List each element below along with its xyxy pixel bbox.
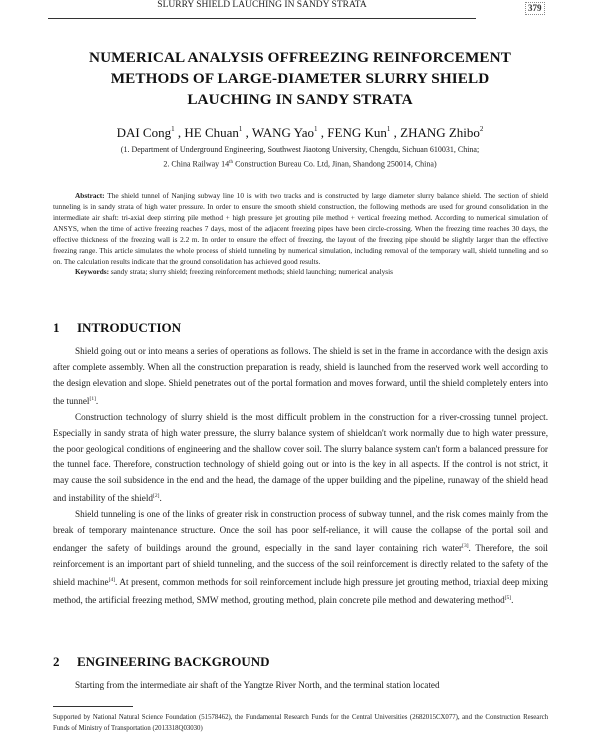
citation: [2]: [153, 493, 160, 500]
ordinal-suffix: th: [229, 160, 234, 165]
section-body-engineering-background: [53, 678, 548, 694]
punct: .: [511, 594, 514, 605]
funding-footnote: Supported by National Natural Science Foundation (51578462), the Fundamental Research Funds for the Central Universities (2682015CX077), and the Construction Research Funds of Ministry of Transportation (2013318Q03030): [53, 714, 548, 732]
author: ZHANG Zhibo: [400, 125, 480, 140]
punct: .: [95, 395, 99, 406]
section-number: 2: [53, 654, 60, 669]
paragraph: [53, 344, 548, 410]
citation: [3]: [462, 543, 469, 549]
affiliation-2-text-end: Construction Bureau Co. Ltd, Jinan, Shandong 250014, China): [233, 159, 437, 169]
paragraph: [53, 507, 548, 609]
citation: [5]: [504, 594, 512, 601]
affiliation-1: (1. Department of Underground Engineering, Southwest Jiaotong University, Chengdu, Sichuan 610031, China;: [120, 145, 480, 154]
title-line-1: NUMERICAL ANALYSIS OFFREEZING REINFORCEMENT: [89, 49, 511, 66]
section-heading-introduction: [53, 320, 181, 336]
abstract-label: Abstract:: [75, 191, 105, 200]
section-number: 1: [53, 320, 60, 335]
author-affil-mark: 1: [171, 125, 175, 133]
author-affil-mark: 1: [238, 125, 243, 133]
paragraph-text: Construction technology of slurry shield is the most difficult problem in the construction for a river-crossing tunnel project. Especially in sandy strata of high water pressure, the slurry balance system of shieldcan't work normally due to high water pressure, the poor geological conditions of engineering and the shallow cover soil. The slurry balance system can't form a balanced pressure for the tunnel face. Therefore, construction technology of shield going out or into is the key in all aspects. If the control is not strict, it may cause the soil subsidence in the end and the head, the damage of the upper building and the pipeline, runaway of the shield head and instability of the shield: [53, 411, 548, 504]
citation: [1]: [89, 395, 96, 402]
section-title: ENGINEERING BACKGROUND: [77, 654, 270, 669]
running-head: [48, 0, 476, 11]
affiliation-2: [40, 156, 560, 171]
title-line-3: LAUCHING IN SANDY STRATA: [187, 91, 413, 108]
affiliations: [40, 143, 560, 171]
author-affil-mark: 1: [386, 125, 391, 133]
affiliation-2-text: 2. China Railway 14: [163, 159, 230, 169]
paragraph-text: Shield going out or into means a series of operations as follows. The shield is set in the frame in accordance with the design axis after complete assembly. When all the construction preparation is ready, shield is launched from the reserved work well according to the design elevation and slope. Shield penetrates out of the portal formation and moves forward, until the shield completely enters into the tunnel: [53, 346, 548, 406]
paragraph: [53, 410, 548, 508]
abstract: [53, 190, 548, 267]
section-body-introduction: [53, 344, 548, 609]
author-list: DAI Cong$^1$ , HE Chuan$^1$ , WANG Yao$^1$ , FENG Kun$^1$ , ZHANG Zhibo$^2$: [116, 125, 484, 140]
author: DAI Cong: [116, 125, 172, 140]
title-line-2: METHODS OF LARGE-DIAMETER SLURRY SHIELD: [110, 70, 490, 87]
keywords-text: sandy strata; slurry shield; freezing reinforcement methods; shield launching; numerical analysis: [109, 267, 393, 276]
author-affil-mark: 1: [314, 125, 318, 133]
abstract-text: The shield tunnel of Nanjing subway line 10 is with two tracks and is constructed by large diameter slurry balance shield. The section of shield tunneling is in sandy strata of high water pressure. In order to ensure the smooth shield construction, the following methods are used for ground consolidation in the intermediate air shaft: tri-axial deep stirring pile method + high pressure jet grouting pile method + vertical freezing method. According to numerical simulation of ANSYS, when the time of active freezing reaches 7 days, most of the adjacent freezing pipes have been circle-crossing. When the freezing time reaches 30 days, the effective thickness of the freezing wall is 2.2 m. In order to ensure the effect of freezing, the layout of the freezing pipe should be slightly larger than the effective freezing range. This article simulates the whole process of shield tunneling by numerical simulation, including removal of the temporary wall, shield tunneling and so on. The calculation results indicate that the ground consolidation has achieved good results.: [53, 191, 548, 266]
punct: .: [159, 493, 162, 504]
page-number: 379: [525, 2, 545, 15]
header-rule: [48, 18, 476, 19]
citation: [4]: [108, 576, 116, 583]
section-title: INTRODUCTION: [77, 320, 182, 335]
paper-title: [40, 47, 560, 110]
paragraph-text: Shield tunneling is one of the links of greater risk in construction process of subway tunnel, and the risk comes mainly from the break of temporary maintenance structure. Once the soil has poor self-reliance, it will cause the collapse of the portal soil and endanger the safety of buildings around the ground, especially in the sand layer containing rich water: [53, 509, 548, 554]
running-head-line2: SLURRY SHIELD LAUCHING IN SANDY STRATA: [157, 0, 367, 10]
author: FENG Kun: [327, 125, 387, 140]
paragraph-text: Starting from the intermediate air shaft of the Yangtze River North, and the terminal station located: [75, 680, 440, 690]
keywords: [53, 266, 548, 277]
paragraph: [53, 678, 548, 694]
author-affil-mark: 2: [479, 125, 484, 133]
author: HE Chuan: [184, 125, 239, 140]
paragraph-text: . Therefore, the soil reinforcement is an important part of shield tunneling, and the success of the soil reinforcement is directly related to the safety of the shield machine: [53, 543, 548, 587]
author: WANG Yao: [251, 125, 315, 140]
footnote-rule: [53, 706, 133, 707]
keywords-label: Keywords:: [75, 267, 110, 276]
section-heading-engineering-background: [53, 654, 270, 670]
paragraph-text: . At present, common methods for soil reinforcement include high pressure jet grouting method, triaxial deep mixing method, the artificial freezing method, SMW method, grouting method, plain concrete pile method and dewatering method: [53, 576, 548, 605]
